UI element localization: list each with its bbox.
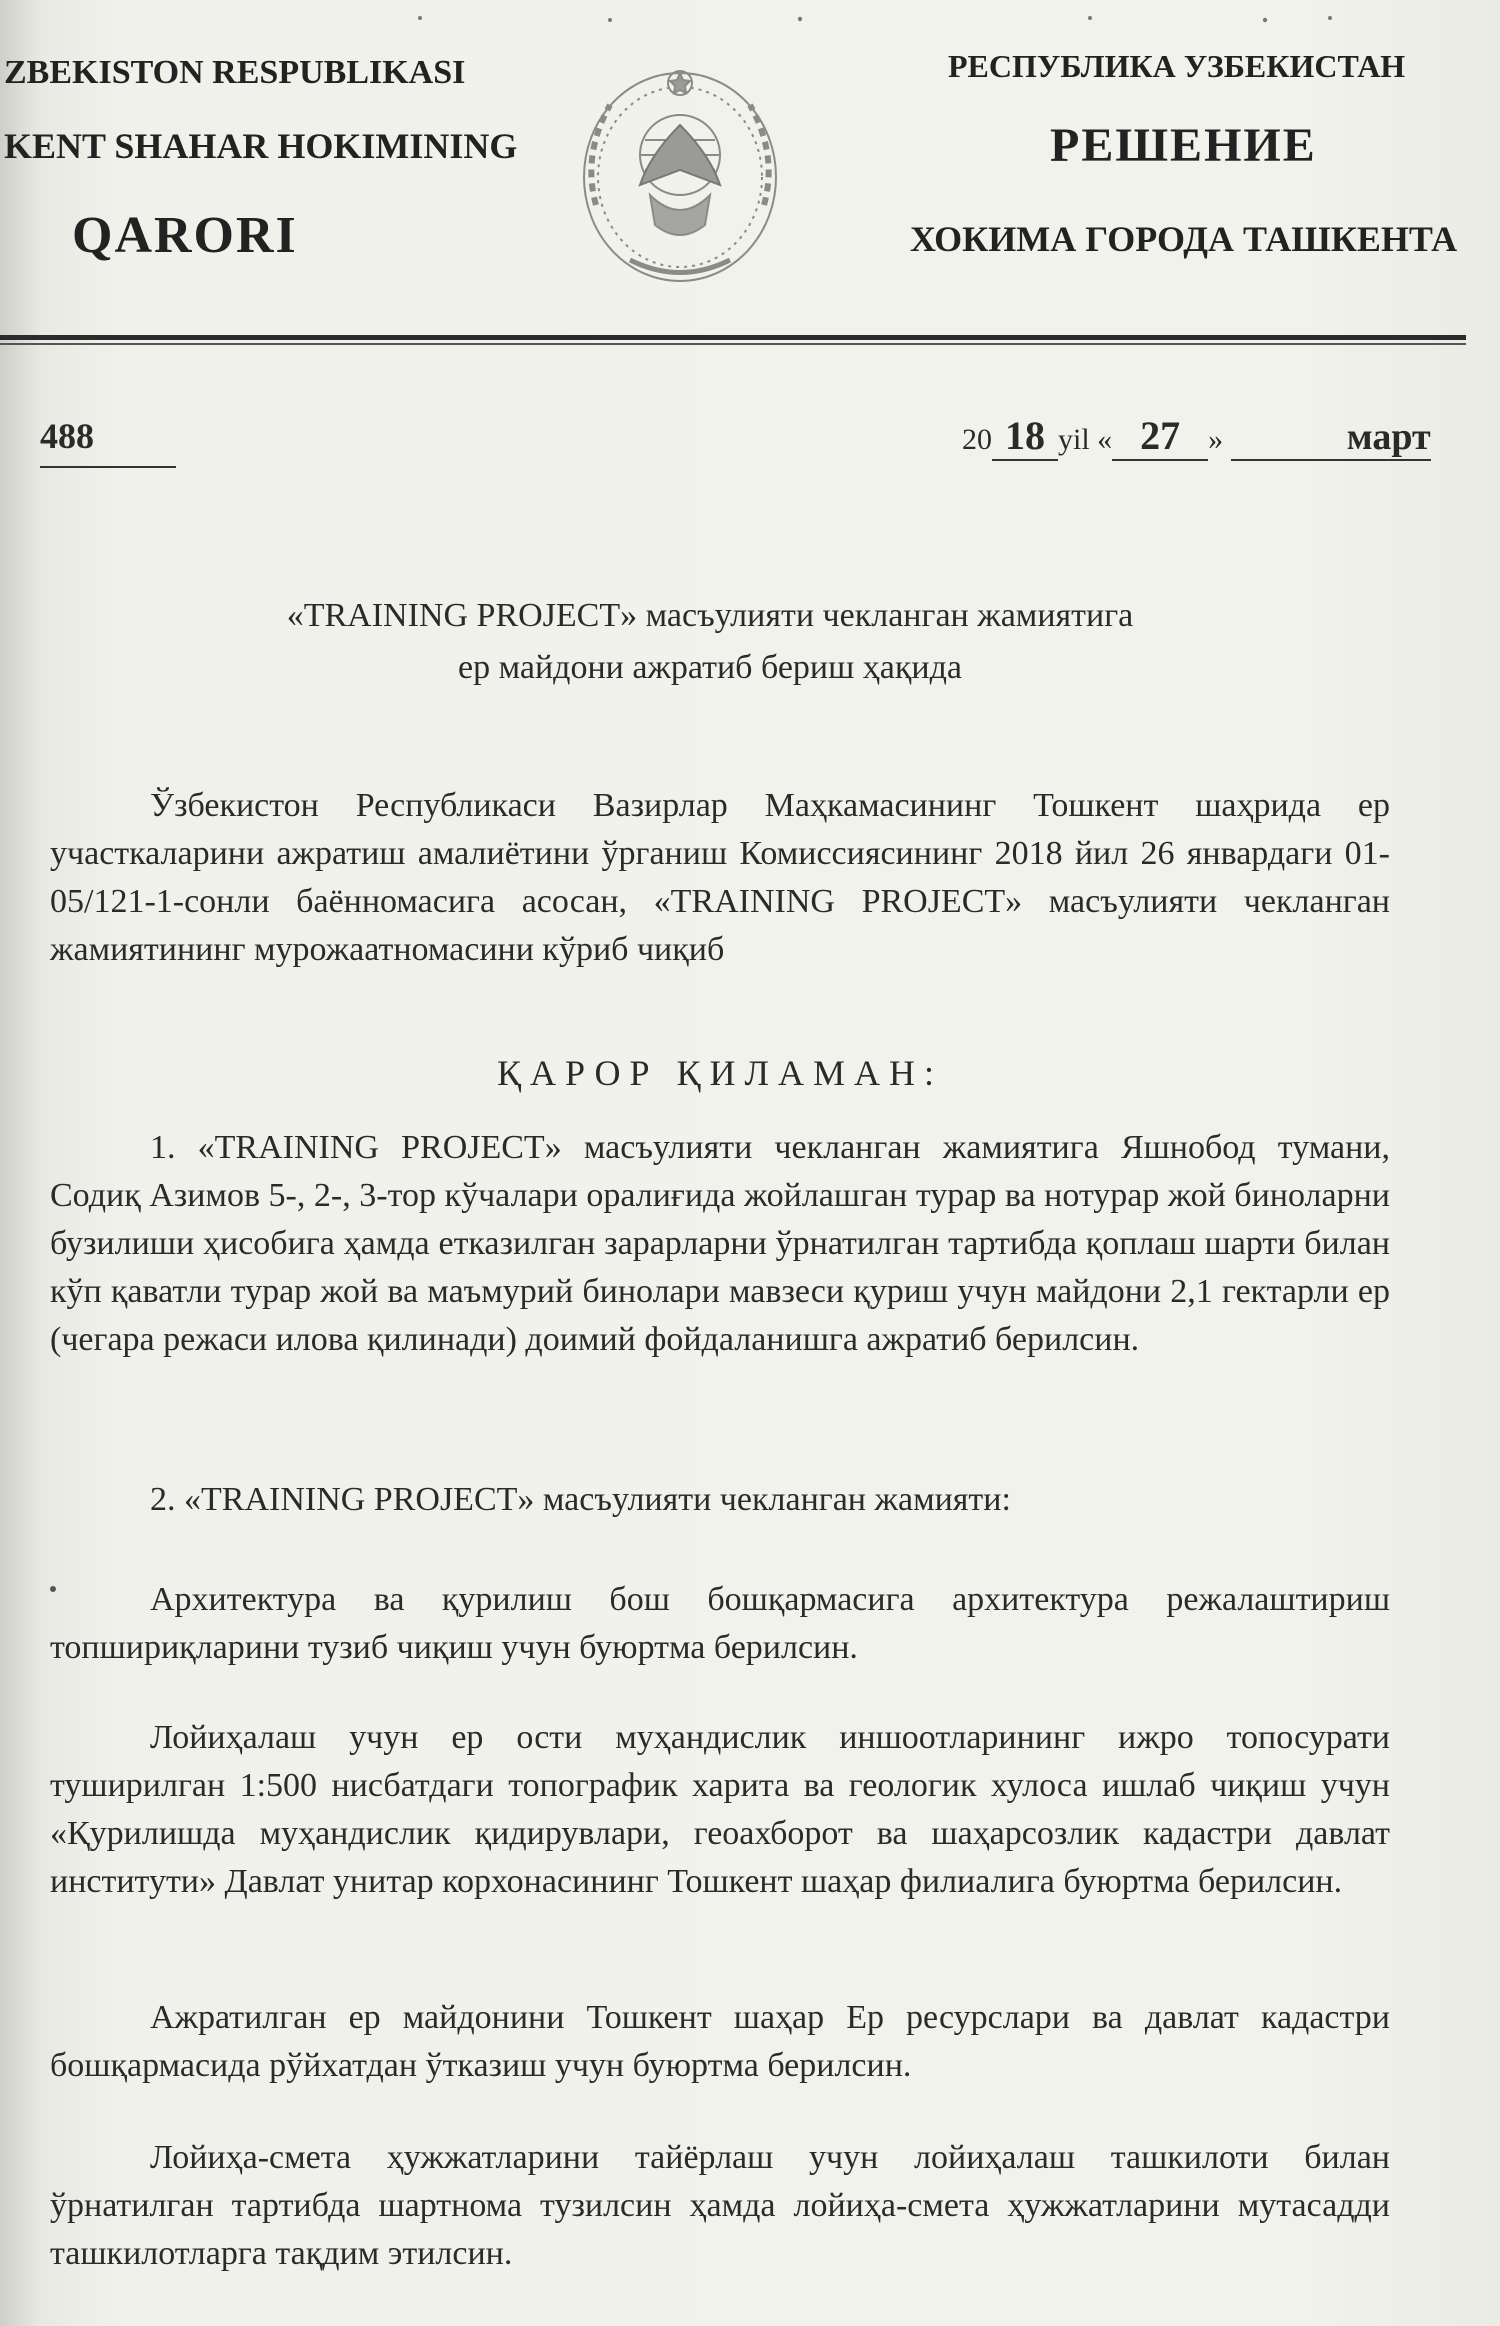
subitem-registration: Ажратилган ер майдонини Тошкент шаҳар Ер ресурслари ва давлат кадастри бошқармасида рўйхатдан ўтказиш учун буюртма берилсин. bbox=[50, 1999, 1390, 2084]
document-date bbox=[962, 412, 1431, 461]
open-quote: « bbox=[1097, 423, 1113, 456]
subitem-architecture: Архитектура ва қурилиш бош бошқармасига архитектура режалаштириш топшириқларини тузиб чиқиш учун буюртма берилсин. bbox=[50, 1581, 1390, 1666]
header-uz-decree: QARORI bbox=[72, 207, 298, 264]
header-divider bbox=[0, 335, 1466, 340]
item-2-paragraph: 2. «TRAINING PROJECT» масъулияти чекланган жамияти: bbox=[150, 1481, 1011, 1518]
close-quote: » bbox=[1208, 423, 1224, 456]
header-ru-republic: РЕСПУБЛИКА УЗБЕКИСТАН bbox=[948, 48, 1406, 84]
decision-heading: ҚАРОР ҚИЛАМАН: bbox=[497, 1053, 943, 1093]
subitem-topography: Лойиҳалаш учун ер ости муҳандислик иншоотларининг ижро топосурати туширилган 1:500 нисбатдаги топографик харита ва геологик хулоса ишлаб чиқиш учун «Қурилишда муҳандислик қидирувлари, геоахборот ва шаҳарсозлик кадастри давлат институти» Давлат унитар корхонасининг Тошкент шаҳар филиалига буюртма берилсин. bbox=[50, 1719, 1390, 1900]
preamble-paragraph: Ўзбекистон Республикаси Вазирлар Маҳкамасининг Тошкент шаҳрида ер участкаларини ажратиш амалиётини ўрганиш Комиссиясининг 2018 йил 26 январдаги 01-05/121-1-сонли баённомасига асосан, «TRAINING PROJECT» масъулияти чекланган жамиятининг мурожаатномасини кўриб чиқиб bbox=[50, 787, 1390, 968]
date-month: март bbox=[1231, 415, 1431, 461]
year-prefix: 20 bbox=[962, 423, 992, 456]
item-1-paragraph: 1. «TRAINING PROJECT» масъулияти чекланган жамиятига Яшнобод тумани, Содиқ Азимов 5-, 2-, 3-тор кўчалари оралиғида жойлашган турар ва нотурар жой биноларни бузилиши ҳисобига ҳамда етказилган зарарларни ўрнатилган тартибда қоплаш шарти билан кўп қаватли турар жой ва маъмурий бинолари мавзеси қуриш учун майдони 2,1 гектарли ер (чегара режаси илова қилинади) доимий фойдаланишга ажратиб берилсин. bbox=[50, 1129, 1390, 1358]
header-uz-republic: ZBEKISTON RESPUBLIKASI bbox=[4, 54, 466, 91]
year-suffix: 18 bbox=[992, 412, 1058, 461]
document-number-underline bbox=[40, 466, 176, 468]
document-number: 488 bbox=[40, 416, 94, 456]
year-word: yil bbox=[1058, 423, 1090, 456]
subitem-project-docs: Лойиҳа-смета ҳужжатларини тайёрлаш учун лойиҳалаш ташкилоти билан ўрнатилган тартибда шартнома тузилсин ҳамда лойиҳа-смета ҳужжатларини мутасадди ташкилотларга тақдим этилсин. bbox=[50, 2139, 1390, 2272]
header-divider-thin bbox=[0, 343, 1466, 345]
title-line-1: «TRAINING PROJECT» масъулияти чекланган жамиятига bbox=[286, 597, 1134, 634]
header-ru-hokim: ХОКИМА ГОРОДА ТАШКЕНТА bbox=[910, 219, 1458, 259]
header-uz-hokim: KENT SHAHAR HOKIMINING bbox=[4, 126, 518, 166]
state-emblem-icon bbox=[560, 55, 800, 295]
scan-speckles bbox=[0, 10, 1500, 30]
document-title bbox=[80, 590, 1340, 694]
title-line-2: ер майдони ажратиб бериш ҳақида bbox=[457, 649, 962, 686]
date-day: 27 bbox=[1112, 412, 1208, 461]
header-ru-decree: РЕШЕНИЕ bbox=[1050, 119, 1317, 172]
